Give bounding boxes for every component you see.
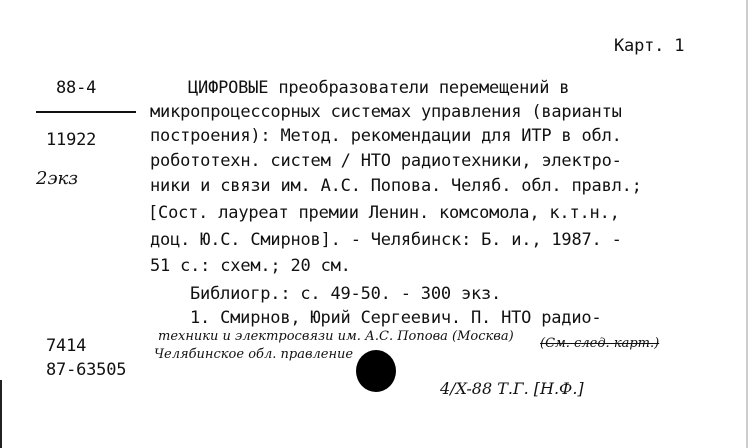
card-number: Карт. 1 bbox=[614, 36, 685, 56]
bibliography-line: Библиогр.: с. 49-50. - 300 экз. bbox=[190, 284, 502, 304]
struck-reference: (См. след. карт.) bbox=[540, 336, 660, 351]
body-line-3: построения): Метод. рекомендации для ИТР в обл. bbox=[150, 126, 622, 146]
body-line-6: [Сост. лауреат премии Ленин. комсомола, к.т.н., bbox=[148, 203, 620, 223]
code-number: 7414 bbox=[46, 336, 87, 356]
handwritten-date: 4/X-88 Т.Г. [Н.Ф.] bbox=[440, 379, 584, 398]
copies-note: 2экз bbox=[36, 168, 79, 189]
body-line-1: ЦИФРОВЫЕ преобразователи перемещений в bbox=[188, 78, 570, 98]
body-line-2: микропроцессорных системах управления (варианты bbox=[150, 102, 622, 122]
body-line-8: 51 с.: схем.; 20 см. bbox=[150, 256, 351, 276]
right-edge-mark bbox=[746, 0, 748, 448]
body-line-4: робототехн. систем / НТО радиотехники, электро- bbox=[150, 151, 622, 171]
divider-rule bbox=[36, 111, 136, 113]
left-edge-mark bbox=[0, 380, 2, 448]
ink-blot bbox=[356, 350, 396, 392]
body-line-7: доц. Ю.С. Смирнов]. - Челябинск: Б. и., 1987. - bbox=[150, 230, 622, 250]
shelf-mark: 88-4 bbox=[56, 78, 97, 98]
handwritten-line-2: Челябинское обл. правление bbox=[154, 347, 354, 362]
body-line-5: ники и связи им. А.С. Попова. Челяб. обл. правл.; bbox=[150, 176, 642, 196]
added-entry: 1. Смирнов, Юрий Сергеевич. П. НТО радио- bbox=[190, 308, 602, 328]
registration-number: 87-63505 bbox=[46, 360, 127, 380]
inventory-number: 11922 bbox=[46, 130, 97, 150]
handwritten-line-1: техники и электросвязи им. А.С. Попова (Москва) bbox=[158, 329, 514, 344]
